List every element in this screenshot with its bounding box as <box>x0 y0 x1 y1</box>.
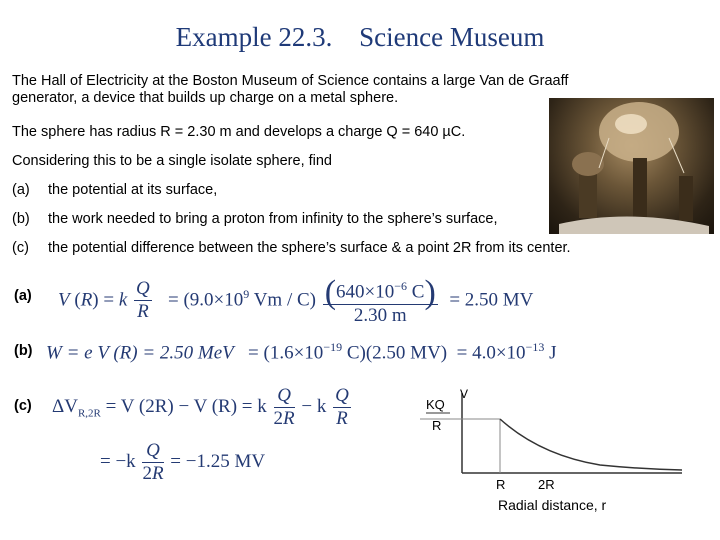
solution-c-label: (c) <box>14 398 32 414</box>
question-a: (a) the potential at its surface, <box>12 182 218 198</box>
potential-curve <box>500 419 682 470</box>
intro-line-3: The sphere has radius R = 2.30 m and develops a charge Q = 640 µC. <box>12 124 466 140</box>
x-tick-2r: 2R <box>538 477 555 492</box>
van-de-graaff-photo <box>549 98 714 234</box>
equation-c-line2: = −k $\frac{Q}{2R}$ = −1.25 MV <box>100 440 266 484</box>
solution-b-label: (b) <box>14 343 33 359</box>
fraction-charge-over-radius: $\frac{(640\times 10^{-6} C)}{2.30 m}$ <box>324 273 436 326</box>
fraction-q-over-r: $\frac{Q}{R}$ <box>136 278 150 323</box>
question-b: (b) the work needed to bring a proton from infinity to the sphere’s surface, <box>12 211 498 227</box>
intro-line-4: Considering this to be a single isolate sphere, find <box>12 153 332 169</box>
photo-illustration <box>549 98 714 234</box>
r-den-label: R <box>432 418 442 433</box>
result-a: = 2.50 MV <box>449 289 534 311</box>
fraction-q-over-2r: $\frac{Q}{2R}$ <box>273 385 295 429</box>
question-c: (c) the potential difference between the sphere’s surface & a point 2R from its center. <box>12 240 571 256</box>
intro-line-2: generator, a device that builds up charge on a metal sphere. <box>12 90 399 106</box>
equation-a: V (R) = k $\frac{Q}{R}$ = ($9.0\times 10^9$ Vm / C) $\frac{(640\times 10^{-6} C)}{2.30 m}$ = 2.50 MV <box>58 273 534 326</box>
slide-title <box>0 22 720 53</box>
x-tick-r: R <box>496 477 506 492</box>
example-name: Science Museum <box>359 22 545 52</box>
x-axis-label: Radial distance, r <box>498 497 607 513</box>
intro-line-1: The Hall of Electricity at the Boston Museum of Science contains a large Van de Graaff <box>12 73 569 89</box>
equation-b: W = e V (R) = 2.50 MeV = ($1.6\times 10^{-19}$ C)(2.50 $MV) = 4.0\times 10^{-13}$ J <box>46 340 557 364</box>
example-number: Example 22.3. <box>175 22 333 52</box>
potential-graph <box>420 385 690 530</box>
fraction-q-over-r-2: $\frac{Q}{R}$ <box>335 385 349 429</box>
kq-label: KQ <box>426 397 445 412</box>
equation-c-line1: $\Delta V_{R,2R} = V$ (2R) − V (R) = k $\frac{Q}{2R}$ − k $\frac{Q}{R}$ <box>52 385 349 429</box>
fraction-q-over-2r-b: $\frac{Q}{2R}$ <box>142 440 164 484</box>
y-axis-label: V <box>460 387 469 401</box>
graph-svg <box>420 385 690 525</box>
solution-a-label: (a) <box>14 288 32 304</box>
